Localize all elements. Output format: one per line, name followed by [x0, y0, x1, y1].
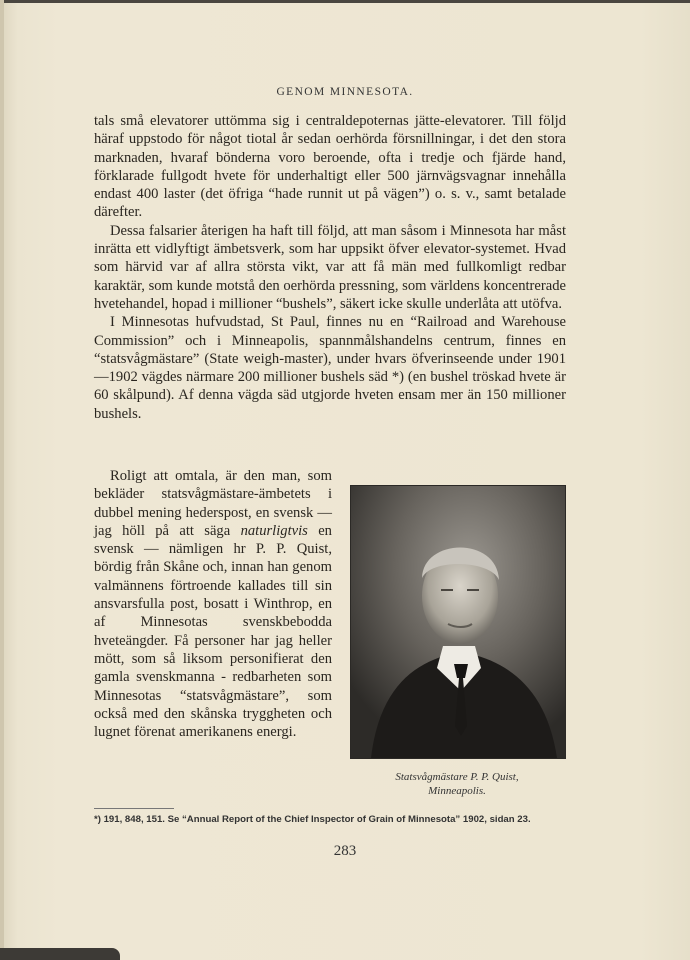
caption-line-2: Minneapolis.	[428, 785, 486, 797]
paragraph-3: I Minnesotas hufvudstad, St Paul, finnes nu en “Railroad and Warehouse Commission” och i Minneapolis, spannmålshandelns centrum, finnes en “statsvågmästare” (State weigh-master), under hvars öfverinseende under 1901—1902 vägdes närmare 200 millioner bushels säd *) (en bushel tröskad hvete är 60 skålpund). Af denna vägda säd utgjorde hveten ensam mer än 150 millioner bushels.	[94, 314, 566, 422]
paragraph-4-end: en svensk — nämligen hr P. P. Quist, bördig från Skåne och, innan han genom valmännens förtroende kallades till sin ansvarsfulla post, bosatt i Winthrop, en af Minnesotas svenskbebodda hveteängder. Få personer har jag heller mött, som så liksom personifierat den gamla svenskmanna - redbarheten som Minnesotas “statsvågmästare”, som också med den skånska tryggheten och lugnet förenat amerikanens energi.	[94, 522, 332, 741]
portrait-photo	[350, 485, 566, 759]
page-gutter	[0, 0, 4, 960]
portrait-figure	[351, 486, 565, 758]
paragraph-4-italic: naturligtvis	[240, 522, 308, 539]
paragraph-4	[94, 467, 332, 741]
caption-line-1: Statsvågmästare P. P. Quist,	[395, 771, 519, 783]
paragraph-4-start: Roligt att omtala, är den man, som bekläder statsvågmästare-ämbetets i dubbel mening hederspost, en svensk — jag höll på att säga	[94, 468, 332, 539]
running-head: GENOM MINNESOTA.	[276, 86, 414, 98]
footnote: *) 191, 848, 151. Se “Annual Report of the Chief Inspector of Grain of Minnesota” 1902, sidan 23.	[94, 814, 531, 825]
page-number: 283	[333, 843, 357, 859]
paragraph-1: tals små elevatorer uttömma sig i centraldepoternas jätte-elevatorer. Till följd häraf uppstodo för något tiotal år sedan oerhörda försnillningar, i det den stora marknaden, hvaraf bönderna voro beroende, ofta i tredje och fjärde hand, förklarade fullgodt hvete för underhaltigt eller 500 järnvägsvagnar innehålla endast 400 laster (det öfriga “hade runnit ut på vägen”) o. s. v., samt betalade därefter.	[94, 113, 566, 221]
photo-caption	[350, 770, 564, 798]
side-text	[94, 467, 332, 741]
page-top-edge	[0, 0, 690, 3]
footnote-rule	[94, 808, 174, 809]
page-corner-shadow	[0, 948, 120, 960]
paragraph-2: Dessa falsarier återigen ha haft till följd, att man såsom i Minnesota har måst inrätta ett vidlyftigt ämbetsverk, som har uppsikt öfver elevator-systemet. Hvad som härvid var af allra största vikt, var att få män med fullkomligt redbar karaktär, som kunde motstå den oerhörda pressning, som världens koncentrerade hvetehandel, hopad i millioner “bushels”, säkert icke skulle underlåta att utöfva.	[94, 222, 566, 312]
main-text	[94, 112, 566, 423]
